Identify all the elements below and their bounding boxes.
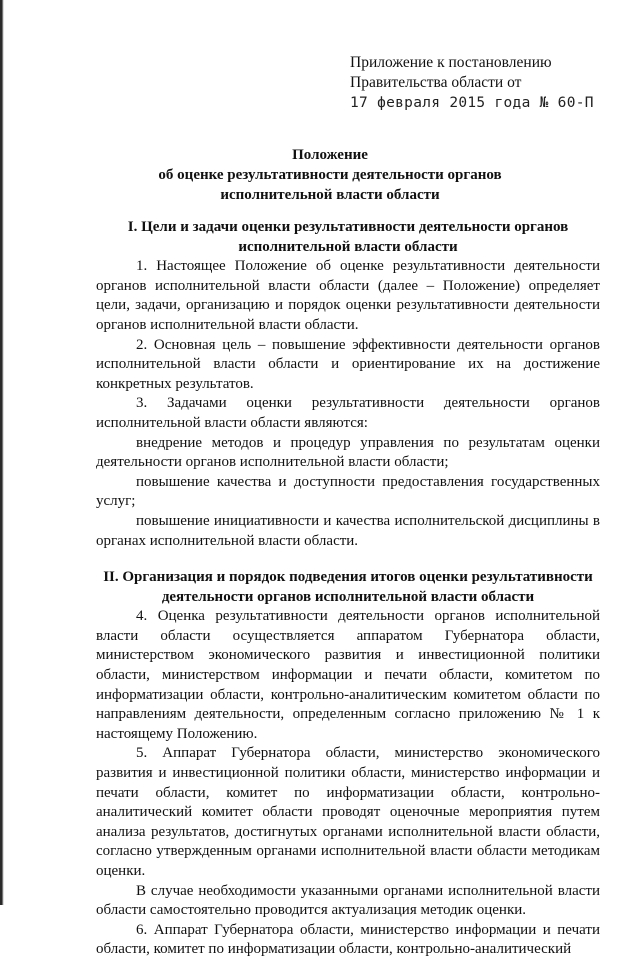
paragraph: 6. Аппарат Губернатора области, министерство информации и печати области, комитет по информатизации области, контрольно-аналитический	[96, 921, 600, 958]
title-line-3: исполнительной власти области	[220, 187, 440, 203]
scan-edge	[0, 0, 4, 905]
header-line-2: Правительства области от	[350, 74, 522, 91]
paragraph: повышение инициативности и качества исполнительской дисциплины в органах исполнительной власти области.	[96, 512, 600, 549]
paragraph: 5. Аппарат Губернатора области, министерство экономического развития и инвестиционной политики области, министерство информации и печати области, комитет по информатизации области, контрольно-аналитический комитет области проводят оценочные мероприятия путем анализа результатов, достигнутых органами исполнительной власти области, согласно утвержденным органами исполнительной власти области методикам оценки.	[96, 745, 600, 879]
title-line-2: об оценке результативности деятельности органов	[158, 167, 502, 183]
section-2-heading	[92, 568, 604, 607]
paragraph: В случае необходимости указанными органами исполнительной власти области самостоятельно проводится актуализация методик оценки.	[96, 882, 600, 919]
section-1-heading	[96, 218, 600, 257]
paragraph: 1. Настоящее Положение об оценке результативности деятельности органов исполнительной власти области (далее – Положение) определяет цели, задачи, организацию и порядок оценки результативности деятельности органов исполнительной власти области.	[96, 258, 600, 333]
paragraph: 4. Оценка результативности деятельности органов исполнительной власти области осуществляется аппаратом Губернатора области, министерством экономического развития и инвестиционной политики области, министерством информации и печати области, комитетом по информатизации области, контрольно-аналитическим комитетом области по направлениям деятельности, определенным согласно приложению № 1 к настоящему Положению.	[96, 608, 600, 742]
title-line-1: Положение	[292, 147, 368, 163]
section-2-heading-line-2: деятельности органов исполнительной власти области	[161, 588, 535, 605]
section-1-heading-line-2: исполнительной власти области	[238, 238, 458, 255]
document-body	[96, 218, 600, 960]
header-line-1: Приложение к постановлению	[350, 54, 552, 71]
paragraph: 2. Основная цель – повышение эффективности деятельности органов исполнительной власти области и ориентирование их на достижение конкретных результатов.	[96, 336, 600, 392]
paragraph: внедрение методов и процедур управления по результатам оценки деятельности органов исполнительной власти области;	[96, 434, 600, 471]
paragraph: повышение качества и доступности предоставления государственных услуг;	[96, 473, 600, 510]
document-title	[80, 145, 580, 205]
header-date-line: 17 февраля 2015 года № 60-П	[350, 95, 594, 111]
appendix-header	[350, 53, 594, 113]
section-2-heading-line-1: II. Организация и порядок подведения итогов оценки результативности	[103, 569, 593, 586]
paragraph: 3. Задачами оценки результативности деятельности органов исполнительной власти области являются:	[96, 395, 600, 431]
section-1-heading-line-1: I. Цели и задачи оценки результативности деятельности органов	[127, 219, 569, 235]
